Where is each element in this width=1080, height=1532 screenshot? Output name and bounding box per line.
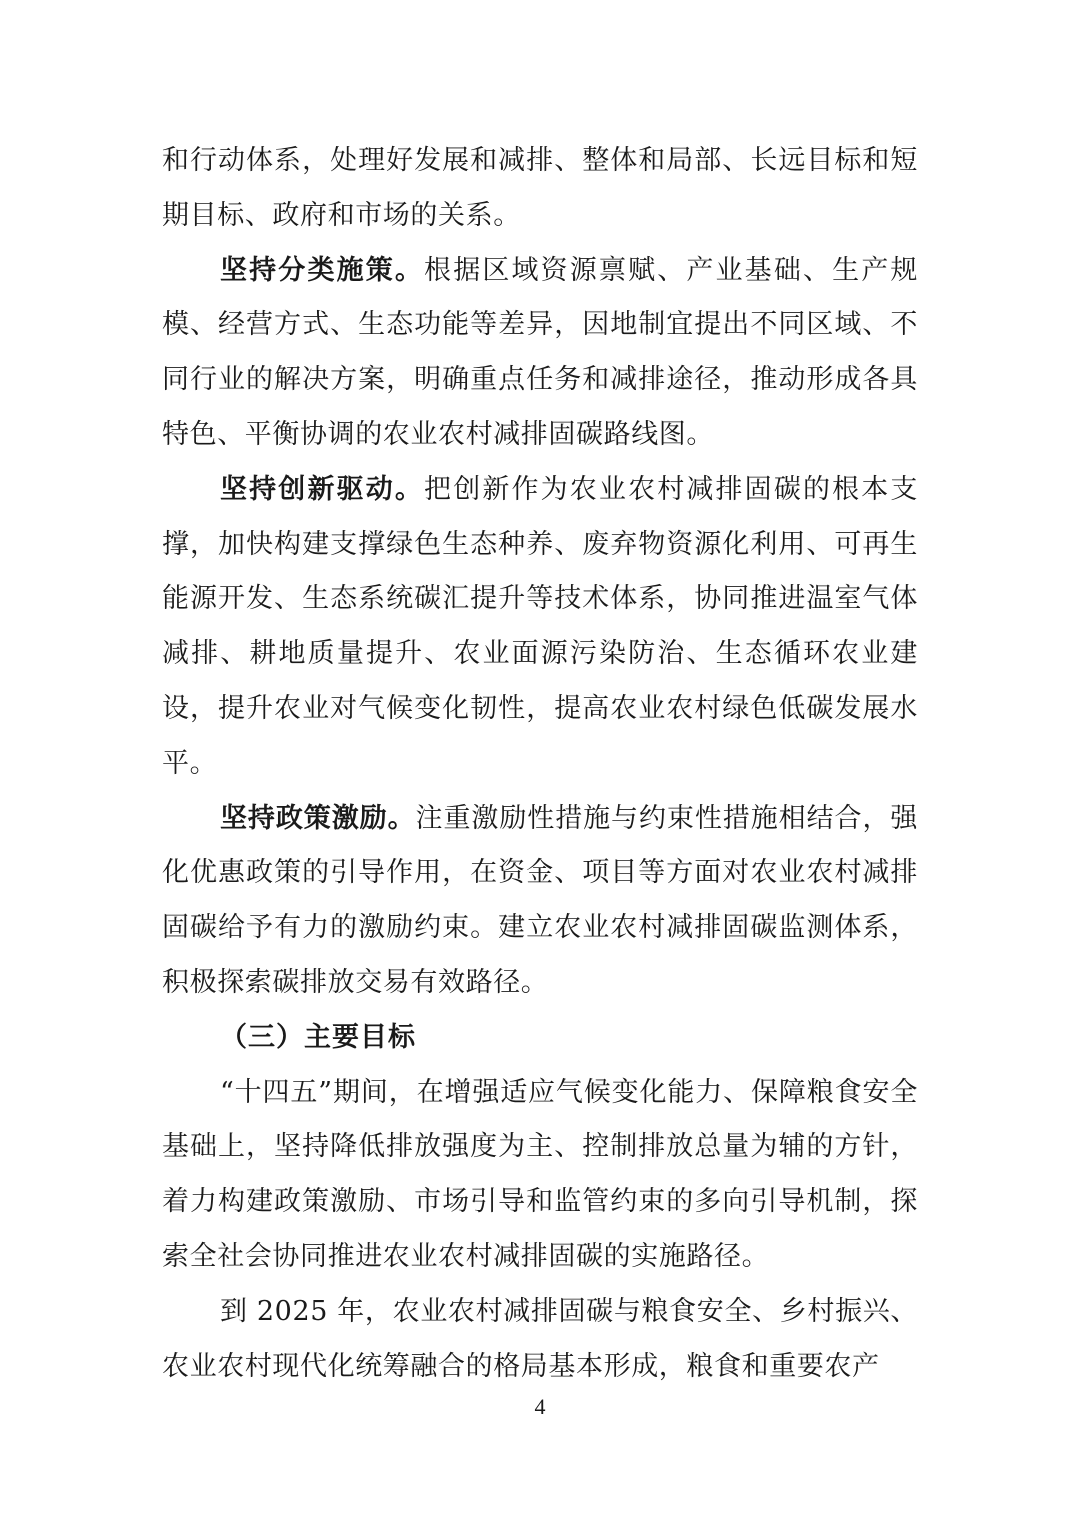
document-body xyxy=(162,134,918,1394)
paragraph-2025-goal: 到 2025 年，农业农村减排固碳与粮食安全、乡村振兴、农业农村现代化统筹融合的格局基本形成，粮食和重要农产 xyxy=(162,1295,918,1382)
paragraph-text: 把创新作为农业农村减排固碳的根本支撑，加快构建支撑绿色生态种养、废弃物资源化利用、可再生能源开发、生态系统碳汇提升等技术体系，协同推进温室气体减排、耕地质量提升、农业面源污染防治、生态循环农业建设，提升农业对气候变化韧性，提高农业农村绿色低碳发展水平。 xyxy=(162,473,919,779)
paragraph-lead: 坚持分类施策。 xyxy=(220,254,425,286)
paragraph-innovation-driven xyxy=(162,463,918,792)
paragraph-lead: 坚持创新驱动。 xyxy=(220,473,425,505)
paragraph-14th-five-year: “十四五”期间，在增强适应气候变化能力、保障粮食安全基础上，坚持降低排放强度为主、控制排放总量为辅的方针，着力构建政策激励、市场引导和监管约束的多向引导机制，探索全社会协同推进农业农村减排固碳的实施路径。 xyxy=(162,1076,918,1272)
paragraph-lead: 坚持政策激励。 xyxy=(220,802,416,834)
paragraph-continuation: 和行动体系，处理好发展和减排、整体和局部、长远目标和短期目标、政府和市场的关系。 xyxy=(162,145,918,231)
section-heading: （三）主要目标 xyxy=(220,1021,416,1053)
paragraph-text: 根据区域资源禀赋、产业基础、生产规模、经营方式、生态功能等差异，因地制宜提出不同区域、不同行业的解决方案，明确重点任务和减排途径，推动形成各具特色、平衡协调的农业农村减排固碳路线图。 xyxy=(162,254,919,450)
paragraph-policy-incentive xyxy=(162,792,918,1011)
paragraph-classified-policy xyxy=(162,244,918,463)
page-number: 4 xyxy=(534,1394,546,1419)
paragraph-text: 注重激励性措施与约束性措施相结合，强化优惠政策的引导作用，在资金、项目等方面对农业农村减排固碳给予有力的激励约束。建立农业农村减排固碳监测体系，积极探索碳排放交易有效路径。 xyxy=(162,802,918,998)
